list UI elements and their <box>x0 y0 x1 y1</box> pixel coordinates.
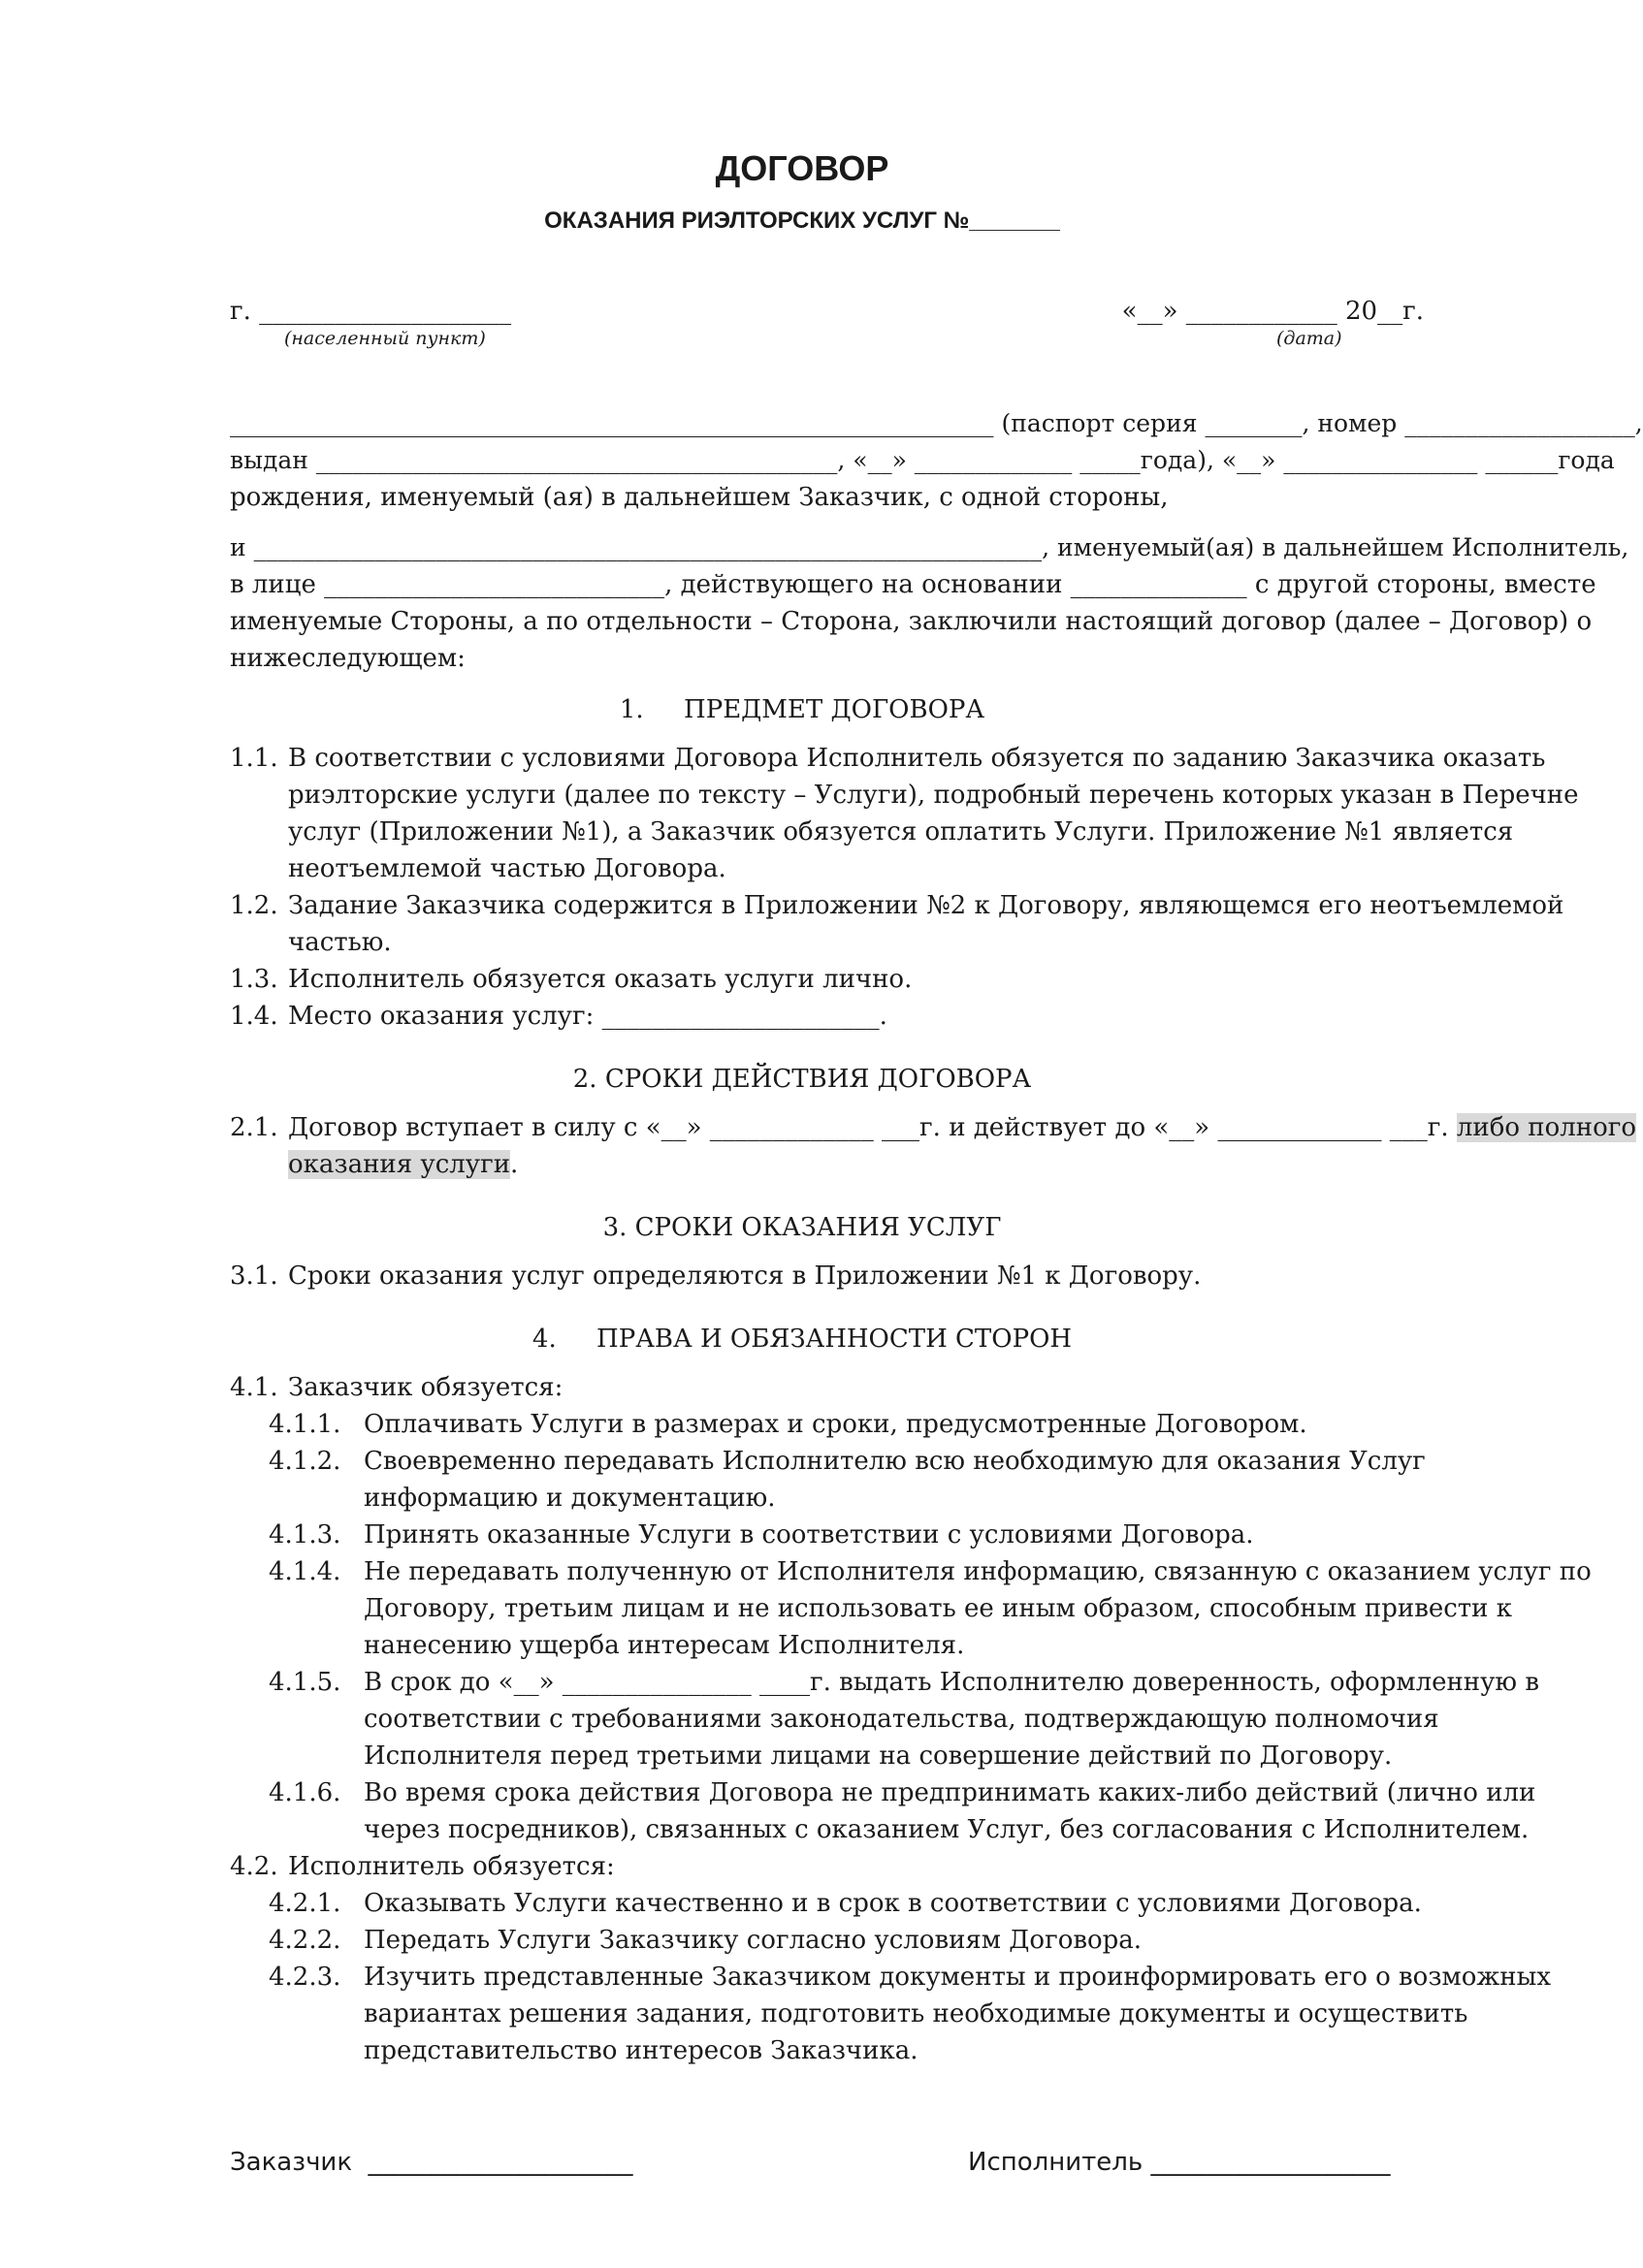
sub-clause-line: нанесению ущерба интересам Исполнителя. <box>364 1631 965 1660</box>
sub-clause-line: В срок до «__» _______________ ____г. выдать Исполнителю доверенность, оформленную в <box>364 1668 1539 1697</box>
clause-number: 2.1. <box>230 1113 278 1142</box>
sub-clause-line: Договору, третьим лицам и не использовать ее иным образом, способным привести к <box>364 1594 1513 1623</box>
clause-1-2-line: Задание Заказчика содержится в Приложении №2 к Договору, являющемся его неотъемлемой <box>288 891 1564 920</box>
clause-2-1-end: . <box>510 1150 519 1179</box>
sub-clause-line: Исполнителя перед третьими лицами на совершение действий по Договору. <box>364 1741 1393 1771</box>
clause-1-3-text: Исполнитель обязуется оказать услуги лично. <box>288 965 913 994</box>
sub-clause-line: через посредников), связанных с оказанием Услуг, без согласования с Исполнителем. <box>364 1815 1530 1844</box>
sub-clause-line: Не передавать полученную от Исполнителя информацию, связанную с оказанием услуг по <box>364 1557 1592 1586</box>
clause-number: 4.1. <box>230 1373 278 1402</box>
section-4-heading: 4. ПРАВА И ОБЯЗАННОСТИ СТОРОН <box>532 1325 1073 1354</box>
highlighted-text: либо полного <box>1456 1113 1637 1142</box>
sub-clause-number: 4.1.4. <box>269 1557 341 1586</box>
sub-clause-number: 4.1.3. <box>269 1520 341 1549</box>
sub-clause-line: Принять оказанные Услуги в соответствии с условиями Договора. <box>364 1520 1254 1549</box>
place-caption: (населенный пункт) <box>284 328 486 349</box>
executor-intro-line-2: в лице ___________________________, действующего на основании ______________ с другой стороны, вместе <box>230 570 1596 599</box>
section-3-heading: 3. СРОКИ ОКАЗАНИЯ УСЛУГ <box>602 1213 1002 1242</box>
highlighted-text: оказания услуги <box>288 1150 511 1179</box>
sub-clause-line: Изучить представленные Заказчиком документы и проинформировать его о возможных <box>364 1963 1551 1992</box>
sub-clause-line: вариантах решения задания, подготовить необходимые документы и осуществить <box>364 1999 1468 2028</box>
clause-1-1-line: услуг (Приложении №1), а Заказчик обязуется оплатить Услуги. Приложение №1 является <box>288 817 1514 847</box>
clause-4-2-text: Исполнитель обязуется: <box>288 1852 615 1881</box>
customer-intro-line-3: рождения, именуемый (ая) в дальнейшем Заказчик, с одной стороны, <box>230 483 1169 512</box>
clause-2-1-line-2 <box>288 1146 518 1183</box>
clause-2-1-text: Договор вступает в силу с «__» _____________ ___г. и действует до «__» _____________ ___г. <box>288 1113 1449 1142</box>
customer-intro-line-2: выдан ___________________________________________, «__» _____________ _____года), «__» ________________ ______года <box>230 446 1615 474</box>
sub-clause-line: Оплачивать Услуги в размерах и сроки, предусмотренные Договором. <box>364 1410 1307 1439</box>
sub-clause-line: информацию и документацию. <box>364 1484 776 1513</box>
document-subtitle: ОКАЗАНИЯ РИЭЛТОРСКИХ УСЛУГ №_______ <box>544 208 1060 234</box>
document-title: ДОГОВОР <box>715 148 889 188</box>
clause-1-1-line: риэлторские услуги (далее по тексту – Услуги), подробный перечень которых указан в Перечне <box>288 781 1579 810</box>
executor-intro-line-4: нижеследующем: <box>230 644 466 673</box>
sub-clause-line: соответствии с требованиями законодательства, подтверждающую полномочия <box>364 1705 1439 1734</box>
section-1-heading: 1. ПРЕДМЕТ ДОГОВОРА <box>619 695 985 724</box>
sub-clause-number: 4.1.6. <box>269 1778 341 1807</box>
date-field: «__» ____________ 20__г. <box>1121 297 1424 326</box>
clause-number: 1.4. <box>230 1002 278 1031</box>
clause-number: 1.2. <box>230 891 278 920</box>
clause-1-4-text: Место оказания услуг: ______________________. <box>288 1002 887 1031</box>
clause-number: 1.1. <box>230 744 278 773</box>
clause-number: 3.1. <box>230 1262 278 1291</box>
clause-3-1-text: Сроки оказания услуг определяются в Приложении №1 к Договору. <box>288 1262 1202 1291</box>
sub-clause-number: 4.2.3. <box>269 1963 341 1992</box>
clause-4-1-text: Заказчик обязуется: <box>288 1373 564 1402</box>
sub-clause-line: Своевременно передавать Исполнителю всю необходимую для оказания Услуг <box>364 1447 1426 1476</box>
customer-intro-line-1: _______________________________________________________________ (паспорт серия ________, номер ___________________, <box>230 409 1643 437</box>
sub-clause-number: 4.1.1. <box>269 1410 341 1439</box>
executor-signature: Исполнитель ___________________ <box>968 2148 1391 2177</box>
executor-intro-line-3: именуемые Стороны, а по отдельности – Сторона, заключили настоящий договор (далее – Договор) о <box>230 607 1593 636</box>
section-2-heading: 2. СРОКИ ДЕЙСТВИЯ ДОГОВОРА <box>572 1065 1032 1094</box>
sub-clause-line: Передать Услуги Заказчику согласно условиям Договора. <box>364 1926 1143 1955</box>
clause-2-1-line-1 <box>288 1109 1636 1146</box>
customer-signature: Заказчик _____________________ <box>230 2148 633 2177</box>
sub-clause-number: 4.2.2. <box>269 1926 341 1955</box>
sub-clause-line: представительство интересов Заказчика. <box>364 2036 918 2065</box>
clause-number: 4.2. <box>230 1852 278 1881</box>
clause-1-1-line: В соответствии с условиями Договора Исполнитель обязуется по заданию Заказчика оказать <box>288 744 1546 773</box>
place-field: г. ____________________ <box>230 297 512 326</box>
executor-intro-line-1: и _________________________________________________________________, именуемый(ая) в дальнейшем Исполнитель, <box>230 533 1629 561</box>
date-caption: (дата) <box>1276 328 1342 349</box>
sub-clause-number: 4.1.5. <box>269 1668 341 1697</box>
sub-clause-number: 4.2.1. <box>269 1889 341 1918</box>
sub-clause-line: Во время срока действия Договора не предпринимать каких-либо действий (лично или <box>364 1778 1536 1807</box>
clause-number: 1.3. <box>230 965 278 994</box>
sub-clause-line: Оказывать Услуги качественно и в срок в соответствии с условиями Договора. <box>364 1889 1422 1918</box>
sub-clause-number: 4.1.2. <box>269 1447 341 1476</box>
clause-1-2-line: частью. <box>288 928 392 957</box>
clause-1-1-line: неотъемлемой частью Договора. <box>288 854 726 883</box>
